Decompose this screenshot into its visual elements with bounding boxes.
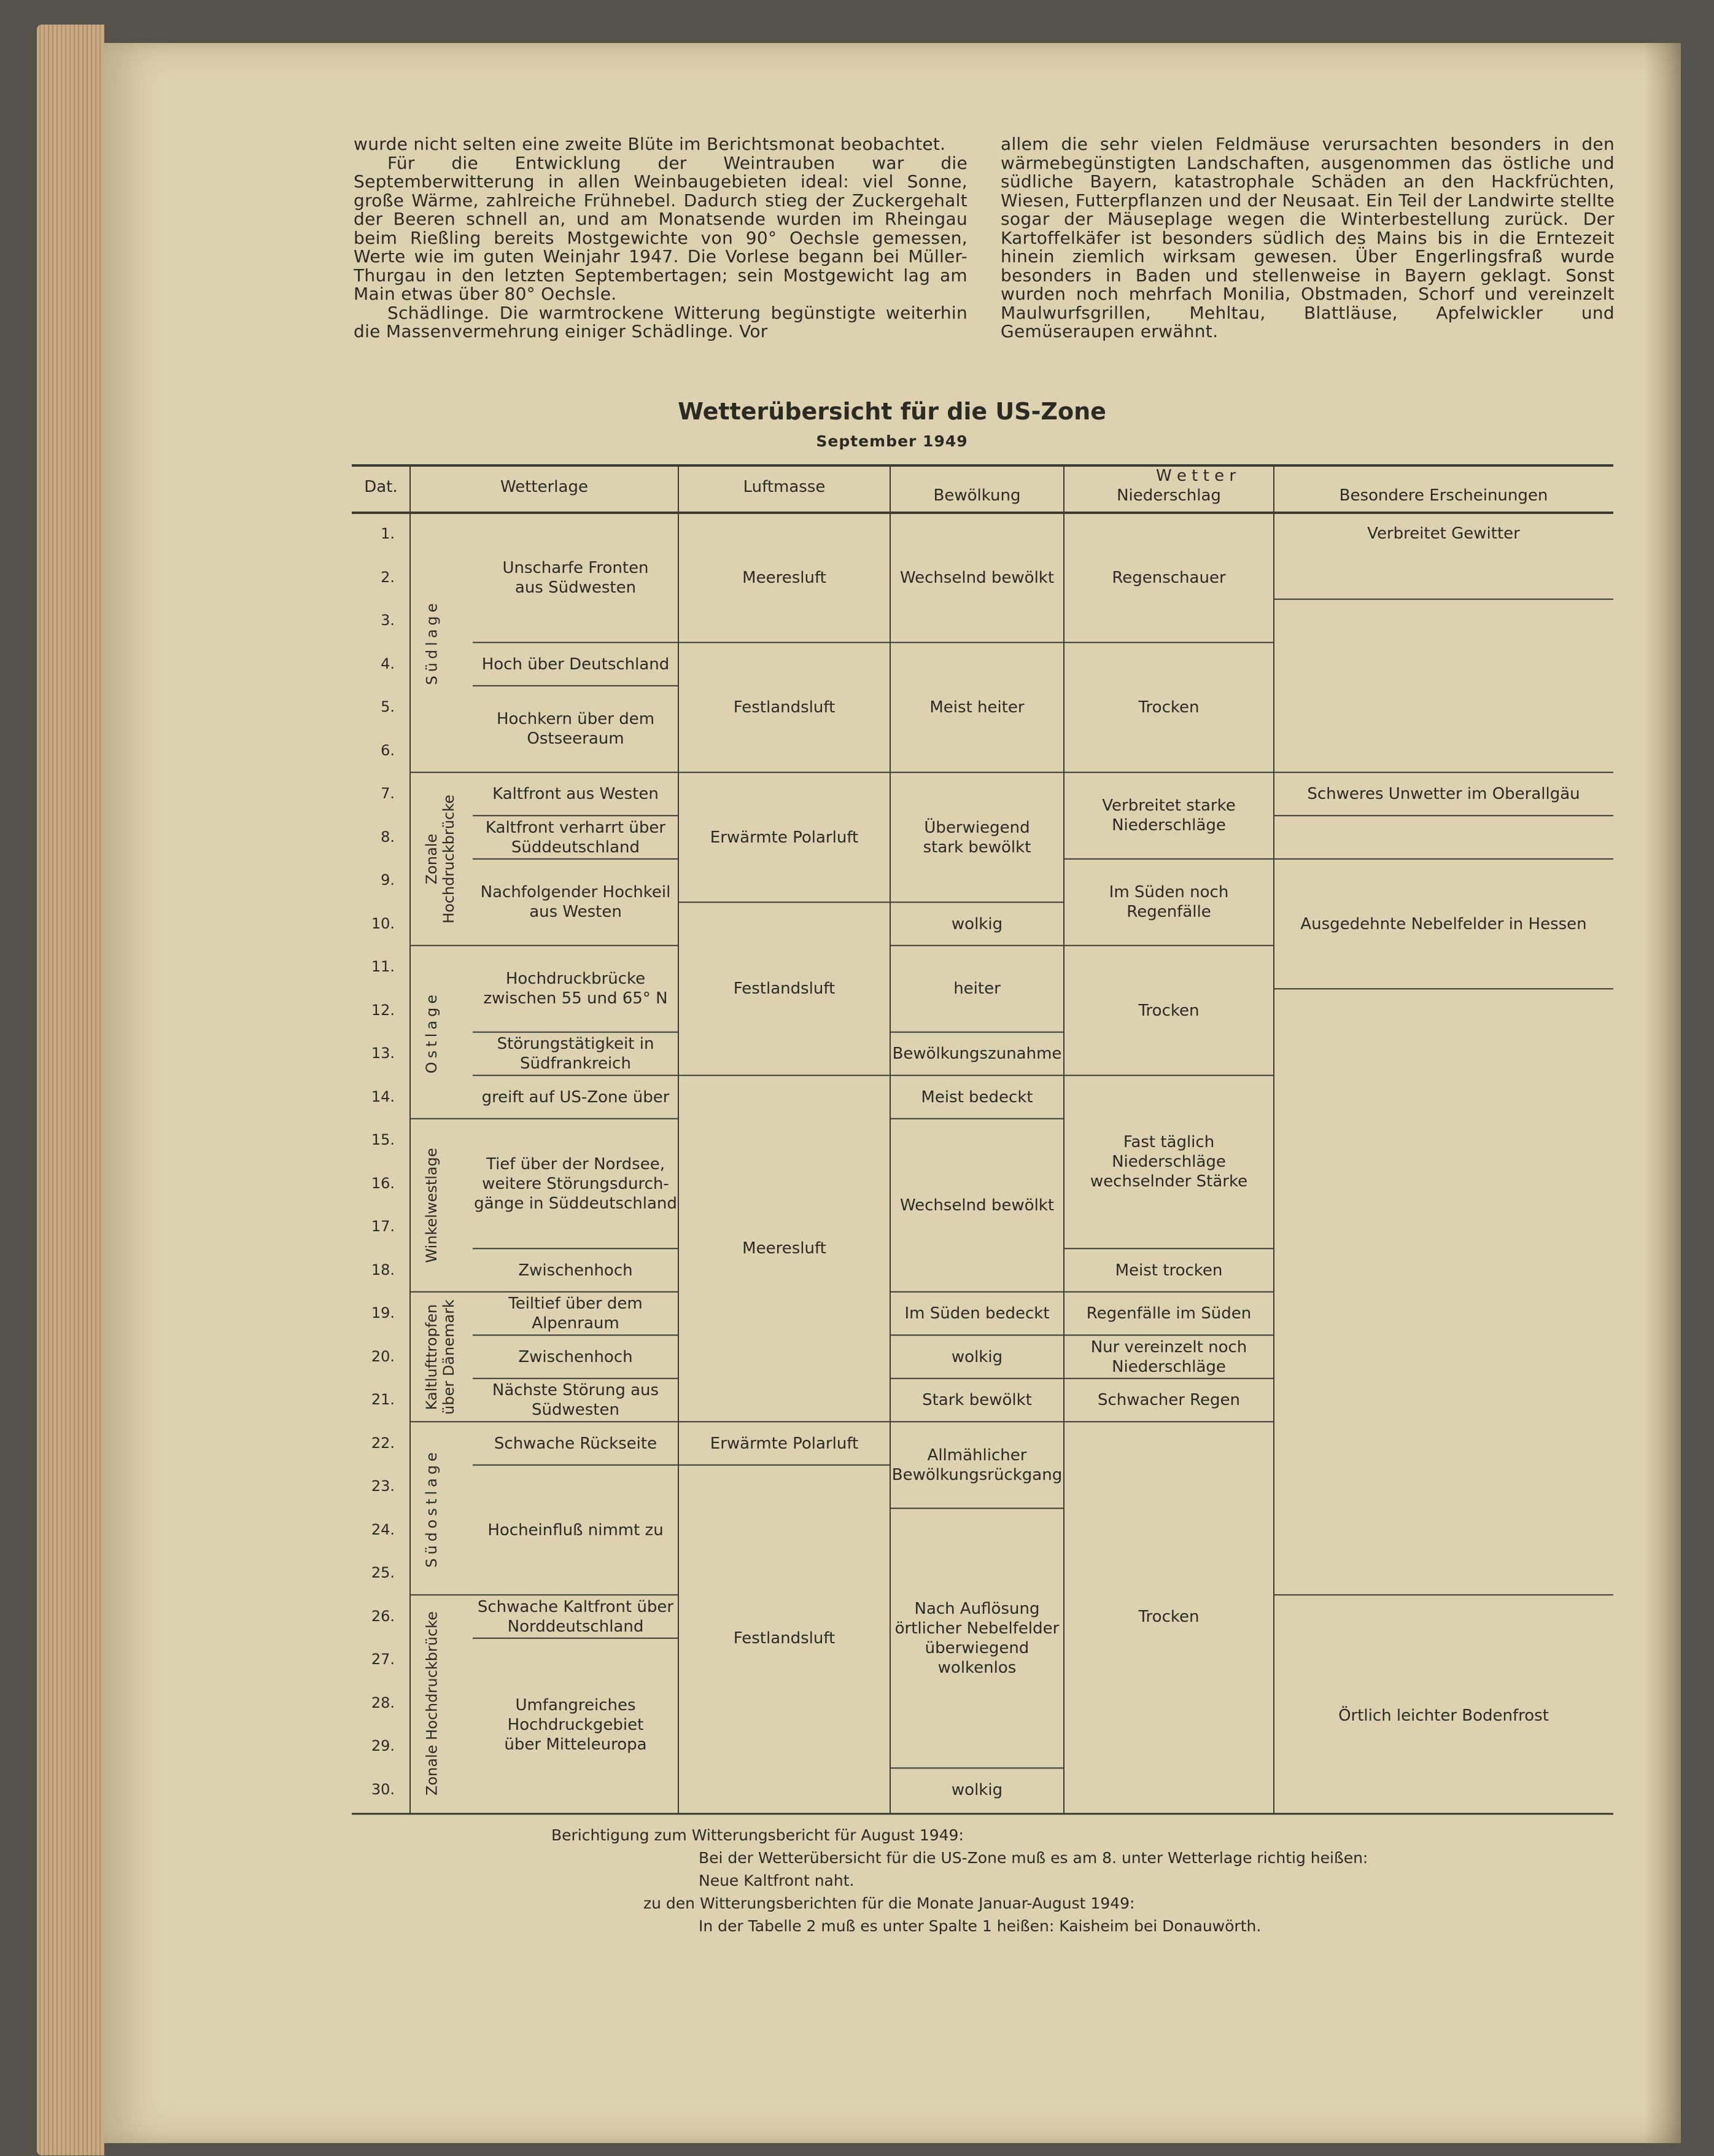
header-niederschlag: Niederschlag	[1117, 486, 1221, 505]
wetterlage-cell: greift auf US-Zone über	[481, 1088, 670, 1107]
lage-group-label: Zonale Hochdruckbrücke	[423, 794, 457, 924]
niederschlag-cell: Verbreitet starke Niederschläge	[1102, 796, 1236, 835]
day-number: 27.	[371, 1651, 395, 1668]
niederschlag-cell: Trocken	[1138, 698, 1200, 717]
luftmasse-cell: Festlandsluft	[733, 1629, 836, 1648]
wetterlage-cell: Tief über der Nordsee, weitere Störungsdurch- gänge in Süddeutschland	[474, 1154, 677, 1213]
lage-group-label: Winkelwestlage	[423, 1148, 440, 1263]
bewoelkung-cell: Wechselnd bewölkt	[899, 568, 1055, 587]
luftmasse-cell: Erwärmte Polarluft	[710, 828, 859, 847]
wetterlage-cell: Nachfolgender Hochkeil aus Westen	[480, 883, 671, 922]
besondere-cell: Ausgedehnte Nebelfelder in Hessen	[1300, 914, 1587, 933]
header-luftmasse: Luftmasse	[743, 478, 826, 496]
header-bewoelkung: Bewölkung	[933, 486, 1021, 505]
day-number: 6.	[381, 741, 395, 759]
day-number: 2.	[381, 568, 395, 586]
day-number: 26.	[371, 1607, 395, 1625]
day-number: 11.	[371, 958, 395, 975]
table-title: Wetterübersicht für die US-Zone	[678, 398, 1106, 425]
besondere-cell: Schweres Unwetter im Oberallgäu	[1307, 785, 1580, 803]
bewoelkung-cell: wolkig	[951, 1780, 1003, 1799]
bewoelkung-cell: Nach Auflösung örtlicher Nebelfelder überwiegend wolkenlos	[894, 1599, 1060, 1677]
niederschlag-cell: Nur vereinzelt noch Niederschläge	[1090, 1337, 1247, 1376]
correction-line: Bei der Wetterübersicht für die US-Zone muß es am 8. unter Wetterlage richtig heißen:	[699, 1849, 1368, 1867]
day-number: 9.	[381, 871, 395, 889]
correction-line: zu den Witterungsberichten für die Monate Januar-August 1949:	[643, 1894, 1135, 1912]
besondere-cell: Verbreitet Gewitter	[1367, 524, 1520, 543]
day-number: 14.	[371, 1088, 395, 1105]
bewoelkung-cell: Allmählicher Bewölkungsrückgang	[891, 1446, 1063, 1484]
luftmasse-cell: Festlandsluft	[733, 979, 836, 998]
wetterlage-cell: Hocheinfluß nimmt zu	[487, 1520, 664, 1539]
day-number: 18.	[371, 1261, 395, 1278]
bewoelkung-cell: heiter	[953, 979, 1001, 998]
niederschlag-cell: Regenschauer	[1112, 568, 1226, 587]
wetterlage-cell: Teiltief über dem Alpenraum	[508, 1294, 643, 1333]
niederschlag-cell: Trocken	[1138, 1001, 1200, 1020]
wetterlage-cell: Schwache Kaltfront über Norddeutschland	[477, 1597, 674, 1636]
day-number: 21.	[371, 1391, 395, 1408]
day-number: 17.	[371, 1218, 395, 1235]
luftmasse-cell: Erwärmte Polarluft	[710, 1434, 859, 1453]
niederschlag-cell: Regenfälle im Süden	[1086, 1304, 1252, 1323]
paragraph: Für die Entwicklung der Weintrauben war die Septemberwitterung in allen Weinbaugebieten ideal: viel Sonne, große Wärme, zahlreiche Frühnebel. Dadurch stieg der Zuckergehalt der Beeren schnell an, und am Monatsende wurden im Rheingau beim Rießling bereits Mostgewichte von 90° Oechsle gemessen, Werte wie im guten Weinjahr 1947. Die Vorlese begann bei Müller-Thurgau in den letzten Septembertagen; sein Mostgewicht lag am Main etwas über 80° Oechsle.	[354, 152, 968, 304]
paragraph: Schädlinge. Die warmtrockene Witterung begünstigte weiterhin die Massenvermehrung einiger Schädlinge. Vor	[354, 302, 968, 341]
day-number: 3.	[381, 612, 395, 629]
bewoelkung-cell: Meist bedeckt	[921, 1088, 1033, 1107]
luftmasse-cell: Meeresluft	[742, 568, 826, 587]
wetterlage-cell: Zwischenhoch	[518, 1261, 633, 1280]
correction-line: Neue Kaltfront naht.	[699, 1872, 855, 1889]
day-number: 22.	[371, 1434, 395, 1452]
day-number: 20.	[371, 1347, 395, 1365]
bewoelkung-cell: Stark bewölkt	[922, 1391, 1032, 1409]
lage-group-label: Kaltlufttropfen über Dänemark	[423, 1299, 457, 1415]
wetterlage-cell: Unscharfe Fronten aus Südwesten	[502, 558, 649, 597]
day-number: 10.	[371, 914, 395, 932]
wetterlage-cell: Hochdruckbrücke zwischen 55 und 65° N	[483, 970, 668, 1008]
paragraph: wurde nicht selten eine zweite Blüte im Berichtsmonat beobachtet.	[354, 134, 946, 154]
wetterlage-cell: Hoch über Deutschland	[481, 655, 670, 674]
day-number: 23.	[371, 1477, 395, 1495]
wetterlage-cell: Schwache Rückseite	[494, 1434, 657, 1453]
day-number: 25.	[371, 1564, 395, 1581]
day-number: 1.	[381, 525, 395, 542]
day-number: 19.	[371, 1304, 395, 1321]
day-number: 7.	[381, 785, 395, 802]
niederschlag-cell: Fast täglich Niederschläge wechselnder Stärke	[1090, 1133, 1248, 1191]
lage-group-label: Zonale Hochdruckbrücke	[423, 1611, 440, 1796]
header-besondere: Besondere Erscheinungen	[1339, 486, 1548, 505]
bewoelkung-cell: Bewölkungszunahme	[892, 1045, 1062, 1063]
correction-line: Berichtigung zum Witterungsbericht für August 1949:	[551, 1826, 964, 1844]
bewoelkung-cell: Überwiegend stark bewölkt	[923, 818, 1031, 857]
day-number: 29.	[371, 1737, 395, 1754]
luftmasse-cell: Festlandsluft	[733, 698, 836, 717]
correction-line: In der Tabelle 2 muß es unter Spalte 1 heißen: Kaisheim bei Donauwörth.	[699, 1917, 1262, 1935]
niederschlag-cell: Meist trocken	[1115, 1261, 1223, 1280]
day-number: 4.	[381, 655, 395, 672]
day-number: 16.	[371, 1174, 395, 1192]
bewoelkung-cell: Im Süden bedeckt	[904, 1304, 1050, 1323]
day-number: 5.	[381, 698, 395, 715]
bewoelkung-cell: Wechselnd bewölkt	[899, 1196, 1055, 1215]
page	[103, 43, 1681, 2143]
paragraph: allem die sehr vielen Feldmäuse verursachten besonders in den wärmebegünstigten Landschaften, ausgenommen das östliche und südliche Bayern, katastrophale Schäden an den Hackfrüchten, Wiesen, Futterpflanzen und der Neusaat. Ein Teil der Landwirte stellte sogar der Mäuseplage wegen die Winterbestellung zurück. Der Kartoffelkäfer ist besonders südlich des Mains bis in die Erntezeit hinein ziemlich wirksam gewesen. Über Engerlingsfraß wurde besonders in Baden und stellenweise in Bayern geklagt. Sonst wurden noch mehrfach Monilia, Obstmaden, Schorf und vereinzelt Maulwurfsgrillen, Mehltau, Blattläuse, Apfelwickler und Gemüseraupen erwähnt.	[1001, 134, 1615, 341]
header-wetter-group: W e t t e r	[1155, 467, 1236, 485]
wetterlage-cell: Störungstätigkeit in Südfrankreich	[497, 1035, 654, 1073]
niederschlag-cell: Schwacher Regen	[1097, 1391, 1241, 1409]
day-number: 12.	[371, 1001, 395, 1019]
wetterlage-cell: Hochkern über dem Ostseeraum	[496, 710, 655, 749]
bewoelkung-cell: wolkig	[951, 1347, 1003, 1366]
wetterlage-cell: Zwischenhoch	[518, 1347, 633, 1366]
day-number: 8.	[381, 828, 395, 846]
day-number: 13.	[371, 1045, 395, 1062]
luftmasse-cell: Meeresluft	[742, 1239, 826, 1258]
lage-group-label: Ostlage	[423, 990, 440, 1073]
wetterlage-cell: Umfangreiches Hochdruckgebiet über Mitteleuropa	[504, 1695, 647, 1754]
day-number: 30.	[371, 1780, 395, 1798]
besondere-cell: Örtlich leichter Bodenfrost	[1338, 1706, 1549, 1725]
header-dat: Dat.	[364, 478, 398, 496]
niederschlag-cell: Im Süden noch Regenfälle	[1109, 883, 1229, 922]
day-number: 24.	[371, 1520, 395, 1538]
wetterlage-cell: Kaltfront aus Westen	[492, 785, 659, 803]
table-subtitle: September 1949	[816, 432, 968, 450]
page-edges	[37, 25, 104, 2155]
wetterlage-cell: Kaltfront verharrt über Süddeutschland	[485, 818, 666, 857]
wetterlage-cell: Nächste Störung aus Südwesten	[492, 1381, 659, 1419]
bewoelkung-cell: Meist heiter	[929, 698, 1025, 717]
day-number: 28.	[371, 1694, 395, 1711]
bewoelkung-cell: wolkig	[951, 914, 1003, 933]
lage-group-label: Südlage	[423, 599, 440, 685]
header-wetterlage: Wetterlage	[500, 478, 588, 496]
day-number: 15.	[371, 1131, 395, 1148]
lage-group-label: Südostlage	[423, 1449, 440, 1568]
niederschlag-cell: Trocken	[1138, 1607, 1200, 1626]
